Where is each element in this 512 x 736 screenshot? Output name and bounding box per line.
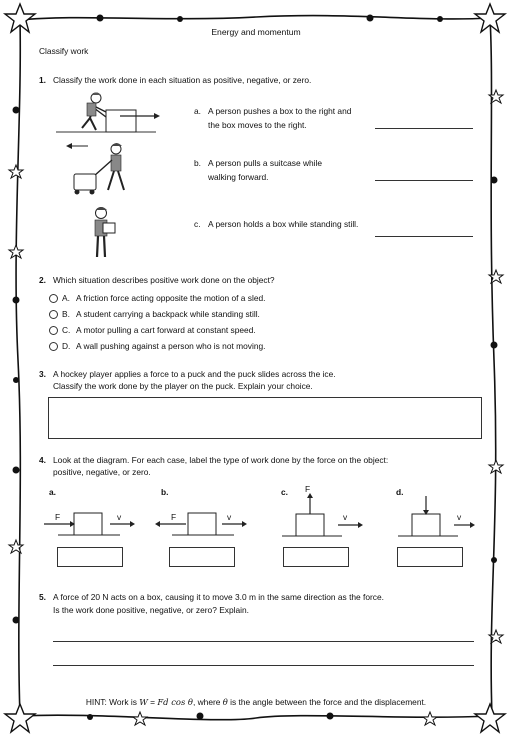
hint-prefix: HINT: Work is [85,697,140,707]
q4-case-b-force-label: F [171,512,177,522]
q4-case-a-force-label: F [55,512,61,522]
person-holding-box-illustration [86,205,120,261]
q2-option-a-text: A friction force acting opposite the motion of a sled. [76,293,266,303]
q4-case-a-velocity-label: v [117,512,122,522]
q1a-text-2: the box moves to the right. [208,120,307,130]
q2-option-b-text: A student carrying a backpack while standing still. [76,309,260,319]
q3-answer-box[interactable] [48,397,482,439]
q1b-text-2: walking forward. [208,172,269,182]
q2-option-b-radio[interactable] [49,310,58,319]
q4-prompt: Look at the diagram. For each case, label the type of work done by the force on the object: [53,455,389,465]
q1b-answer-line[interactable] [375,180,473,181]
q4-case-a-answer-box[interactable] [57,547,123,567]
q1b-letter: b. [194,158,201,168]
q1c-text: A person holds a box while standing still. [208,219,359,229]
q1c-answer-line[interactable] [375,236,473,237]
q4-case-c-force-label: F [305,484,311,494]
q4-case-c-answer-box[interactable] [283,547,349,567]
q5-prompt: A force of 20 N acts on a box, causing it to move 3.0 m in the same direction as the force. [53,592,384,602]
q2-number: 2. [39,275,46,285]
q2-option-a-radio[interactable] [49,294,58,303]
hint-text [0,697,512,708]
q1a-answer-line[interactable] [375,128,473,129]
q2-option-d-radio[interactable] [49,342,58,351]
q4-number: 4. [39,455,46,465]
q4-case-c-letter: c. [281,487,288,497]
hint-theta: θ [222,697,228,707]
q4-case-d-answer-box[interactable] [397,547,463,567]
q1-number: 1. [39,75,46,85]
q4-case-b-diagram [150,505,250,539]
q2-option-c-letter: C. [62,325,71,335]
q2-option-d-letter: D. [62,341,71,351]
q3-prompt-2: Classify the work done by the player on the puck. Explain your choice. [53,381,313,391]
q5-answer-line-2[interactable] [53,665,474,666]
page-title: Energy and momentum [211,27,301,37]
hint-formula-w: W [139,697,148,707]
q3-prompt: A hockey player applies a force to a puck and the puck slides across the ice. [53,369,336,379]
q4-case-c-velocity-label: v [343,512,348,522]
q1c-letter: c. [194,219,201,229]
q4-case-d-diagram [396,492,496,540]
page-subtitle: Classify work [39,46,89,56]
q2-option-c-radio[interactable] [49,326,58,335]
q1b-text: A person pulls a suitcase while [208,158,323,168]
q1-prompt: Classify the work done in each situation as positive, negative, or zero. [53,75,312,85]
hint-formula-rhs: Fd cos θ [157,697,193,707]
person-pushing-box-illustration [56,90,160,136]
q4-case-b-velocity-label: v [227,512,232,522]
hint-middle: , where [192,697,223,707]
q4-case-d-velocity-label: v [457,512,462,522]
q4-case-a-letter: a. [49,487,56,497]
person-pulling-suitcase-illustration [66,140,136,198]
q3-number: 3. [39,369,46,379]
q2-option-d-text: A wall pushing against a person who is not moving. [76,341,266,351]
q1a-text: A person pushes a box to the right and [208,106,352,116]
q4-case-c-diagram [280,492,380,540]
q2-prompt: Which situation describes positive work done on the object? [53,275,275,285]
q2-option-c-text: A motor pulling a cart forward at constant speed. [76,325,256,335]
q4-prompt-2: positive, negative, or zero. [53,467,151,477]
q4-case-b-answer-box[interactable] [169,547,235,567]
q5-prompt-2: Is the work done positive, negative, or zero? Explain. [53,605,249,615]
q2-option-b-letter: B. [62,309,70,319]
q4-case-d-letter: d. [396,487,404,497]
q2-option-a-letter: A. [62,293,70,303]
hint-suffix: is the angle between the force and the displacement. [227,697,427,707]
q5-number: 5. [39,592,46,602]
q5-answer-line-1[interactable] [53,641,474,642]
q4-case-b-letter: b. [161,487,169,497]
q1a-letter: a. [194,106,201,116]
hint-formula-eq: = [147,697,158,707]
